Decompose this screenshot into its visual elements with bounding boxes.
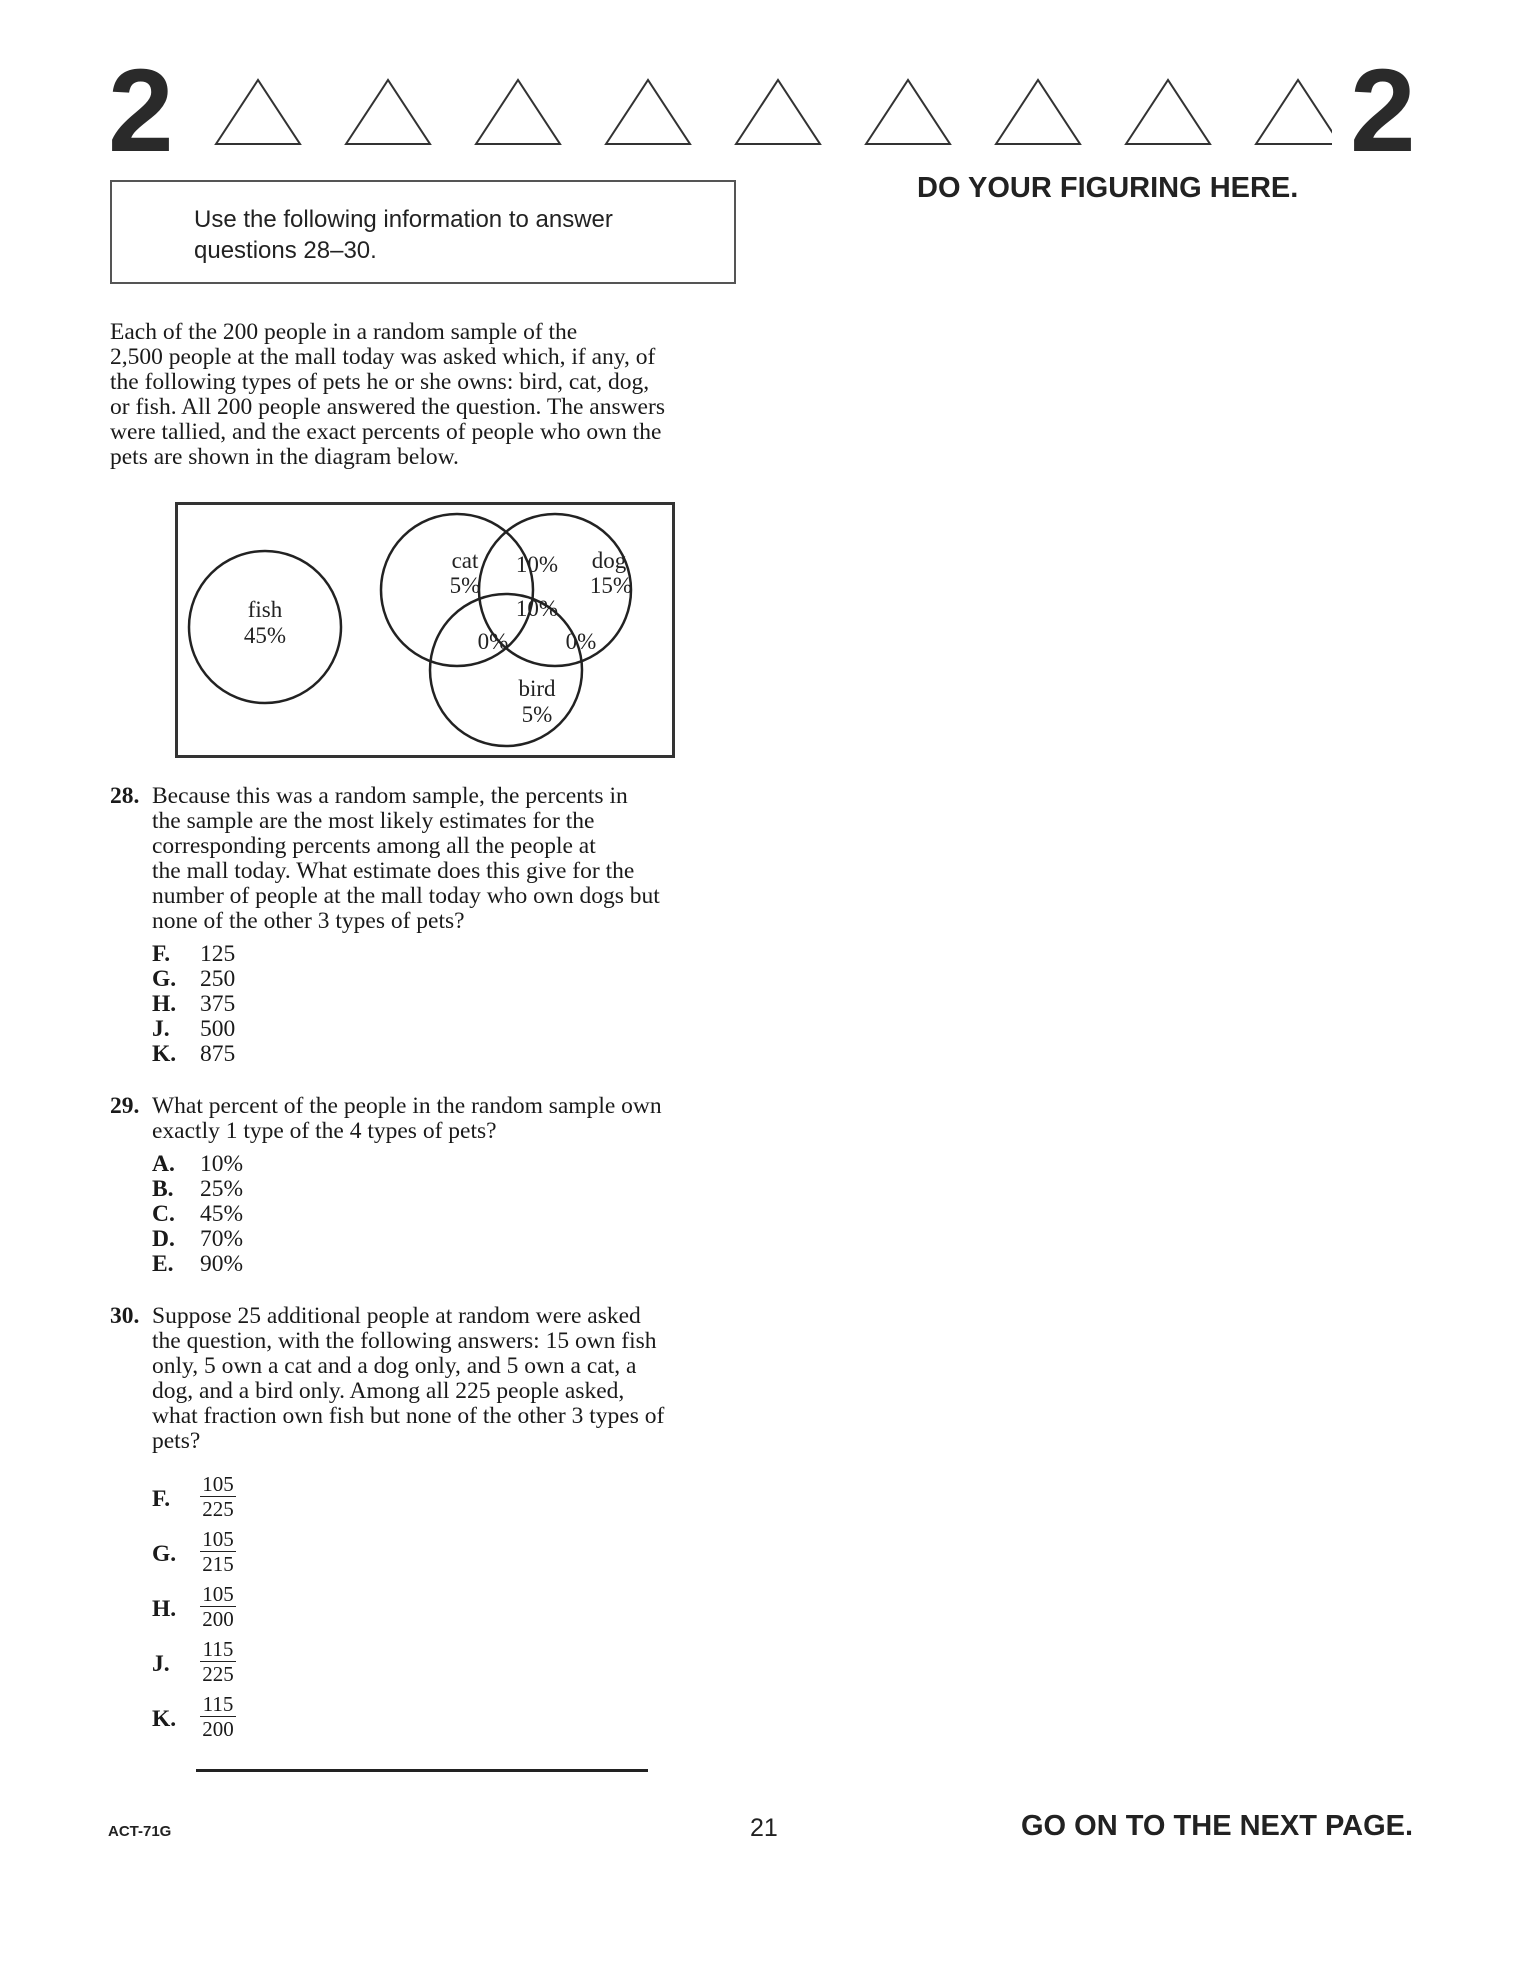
- triangle-row: [212, 78, 1332, 148]
- answer-choice-h[interactable]: [152, 992, 235, 1017]
- choice-letter: K.: [152, 1041, 177, 1067]
- triangle-icon: [346, 80, 430, 144]
- choice-letter: A.: [152, 1151, 175, 1177]
- dog-bird-value: 0%: [565, 629, 597, 654]
- answer-choices: [152, 1152, 243, 1277]
- choice-value: 90%: [200, 1251, 244, 1277]
- choice-value: 875: [200, 1041, 236, 1067]
- fraction-denominator: 225: [202, 1497, 234, 1521]
- choice-letter: H.: [152, 1596, 177, 1622]
- figuring-area-label: DO YOUR FIGURING HERE.: [917, 172, 1299, 204]
- choice-value: 375: [200, 991, 236, 1017]
- answer-choice-b[interactable]: [152, 1177, 243, 1202]
- stem-line: exactly 1 type of the 4 types of pets?: [152, 1118, 497, 1144]
- cat-value: 5%: [449, 573, 481, 598]
- choice-letter: G.: [152, 1541, 177, 1567]
- page-number: 21: [750, 1814, 778, 1842]
- intro-line: pets are shown in the diagram below.: [110, 444, 459, 470]
- triangle-icon: [216, 80, 300, 144]
- question-number: 29.: [110, 1093, 140, 1119]
- choice-letter: G.: [152, 966, 177, 992]
- triangle-icon: [606, 80, 690, 144]
- fraction: [200, 1637, 236, 1686]
- fish-value: 45%: [243, 623, 287, 648]
- fraction: [200, 1582, 236, 1631]
- stem-line: corresponding percents among all the people at: [152, 833, 596, 859]
- dog-value: 15%: [589, 573, 633, 598]
- choice-letter: F.: [152, 941, 171, 967]
- stem-line: What percent of the people in the random sample own: [152, 1093, 662, 1119]
- stem-line: the question, with the following answers: 15 own fish: [152, 1328, 657, 1354]
- stem-line: the mall today. What estimate does this give for the: [152, 858, 635, 884]
- triangle-icon: [736, 80, 820, 144]
- answer-choice-g[interactable]: [152, 967, 235, 992]
- question-number: 28.: [110, 783, 140, 809]
- choice-letter: B.: [152, 1176, 174, 1202]
- section-number-right: 2: [1350, 45, 1416, 177]
- stem-line: number of people at the mall today who own dogs but: [152, 883, 660, 909]
- bird-label: bird: [518, 676, 556, 701]
- question-stem: [152, 1304, 738, 1454]
- stem-line: none of the other 3 types of pets?: [152, 908, 465, 934]
- stem-line: pets?: [152, 1428, 201, 1454]
- fraction-denominator: 200: [202, 1607, 234, 1631]
- section-number-left: 2: [108, 45, 174, 177]
- answer-choice-a[interactable]: [152, 1152, 243, 1177]
- question-stem: [152, 784, 738, 934]
- answer-choice-k[interactable]: [152, 1042, 235, 1067]
- triangle-icon: [1126, 80, 1210, 144]
- go-on-instruction: GO ON TO THE NEXT PAGE.: [1021, 1810, 1414, 1842]
- cat-bird-value: 0%: [477, 629, 509, 654]
- fraction-denominator: 225: [202, 1662, 234, 1686]
- choice-value: 500: [200, 1016, 236, 1042]
- triangle-icon: [866, 80, 950, 144]
- fish-label: fish: [247, 597, 283, 622]
- fraction-numerator: 105: [200, 1472, 236, 1497]
- dog-label: dog: [591, 548, 627, 573]
- intro-line: the following types of pets he or she owns: bird, cat, dog,: [110, 369, 650, 395]
- question-28: [110, 784, 738, 1074]
- question-30: [110, 1304, 738, 1744]
- section-header: [0, 0, 1530, 177]
- intro-paragraph: [110, 320, 738, 470]
- choice-value: 10%: [200, 1151, 244, 1177]
- question-stem: [152, 1094, 738, 1144]
- info-box-text: [194, 204, 714, 266]
- answer-choice-j[interactable]: [152, 1017, 235, 1042]
- cat-label: cat: [451, 548, 479, 573]
- info-box: [110, 180, 736, 284]
- venn-diagram: [175, 502, 675, 758]
- info-box-line: Use the following information to answer: [194, 206, 613, 233]
- choice-letter: C.: [152, 1201, 175, 1227]
- stem-line: the sample are the most likely estimates for the: [152, 808, 595, 834]
- choice-letter: D.: [152, 1226, 175, 1252]
- cat-dog-value: 10%: [515, 552, 559, 577]
- choice-letter: K.: [152, 1706, 177, 1732]
- choice-value: 70%: [200, 1226, 244, 1252]
- choice-letter: E.: [152, 1251, 174, 1277]
- bird-value: 5%: [521, 702, 553, 727]
- intro-line: 2,500 people at the mall today was asked which, if any, of: [110, 344, 656, 370]
- stem-line: dog, and a bird only. Among all 225 people asked,: [152, 1378, 625, 1404]
- section-end-rule: [196, 1769, 648, 1772]
- stem-line: Suppose 25 additional people at random were asked: [152, 1303, 641, 1329]
- fraction-numerator: 105: [200, 1582, 236, 1607]
- intro-line: Each of the 200 people in a random sample of the: [110, 319, 578, 345]
- answer-choice-c[interactable]: [152, 1202, 243, 1227]
- stem-line: Because this was a random sample, the percents in: [152, 783, 628, 809]
- choice-letter: F.: [152, 1486, 171, 1512]
- bird-circle: [430, 594, 582, 746]
- answer-choice-e[interactable]: [152, 1252, 243, 1277]
- answer-choice-d[interactable]: [152, 1227, 243, 1252]
- fraction-denominator: 200: [202, 1717, 234, 1741]
- fraction-numerator: 115: [200, 1637, 236, 1662]
- choice-letter: J.: [152, 1016, 170, 1042]
- choice-letter: H.: [152, 991, 177, 1017]
- form-code: ACT-71G: [108, 1823, 172, 1840]
- stem-line: only, 5 own a cat and a dog only, and 5 own a cat, a: [152, 1353, 637, 1379]
- intro-line: were tallied, and the exact percents of people who own the: [110, 419, 662, 445]
- choice-letter: J.: [152, 1651, 170, 1677]
- triangle-icon: [996, 80, 1080, 144]
- fraction: [200, 1692, 236, 1741]
- choice-value: 25%: [200, 1176, 244, 1202]
- question-number: 30.: [110, 1303, 140, 1329]
- stem-line: what fraction own fish but none of the other 3 types of: [152, 1403, 665, 1429]
- intro-line: or fish. All 200 people answered the question. The answers: [110, 394, 665, 420]
- info-box-line: questions 28–30.: [194, 237, 377, 264]
- fraction: [200, 1527, 236, 1576]
- fraction-numerator: 105: [200, 1527, 236, 1552]
- choice-value: 125: [200, 941, 236, 967]
- choice-value: 250: [200, 966, 236, 992]
- triangle-icon: [1256, 80, 1332, 144]
- answer-choice-f[interactable]: [152, 942, 235, 967]
- fraction-denominator: 215: [202, 1552, 234, 1576]
- center-value: 10%: [515, 596, 559, 621]
- fraction-numerator: 115: [200, 1692, 236, 1717]
- fraction: [200, 1472, 236, 1521]
- triangle-icon: [476, 80, 560, 144]
- question-29: [110, 1094, 738, 1284]
- answer-choices: [152, 942, 235, 1067]
- choice-value: 45%: [200, 1201, 244, 1227]
